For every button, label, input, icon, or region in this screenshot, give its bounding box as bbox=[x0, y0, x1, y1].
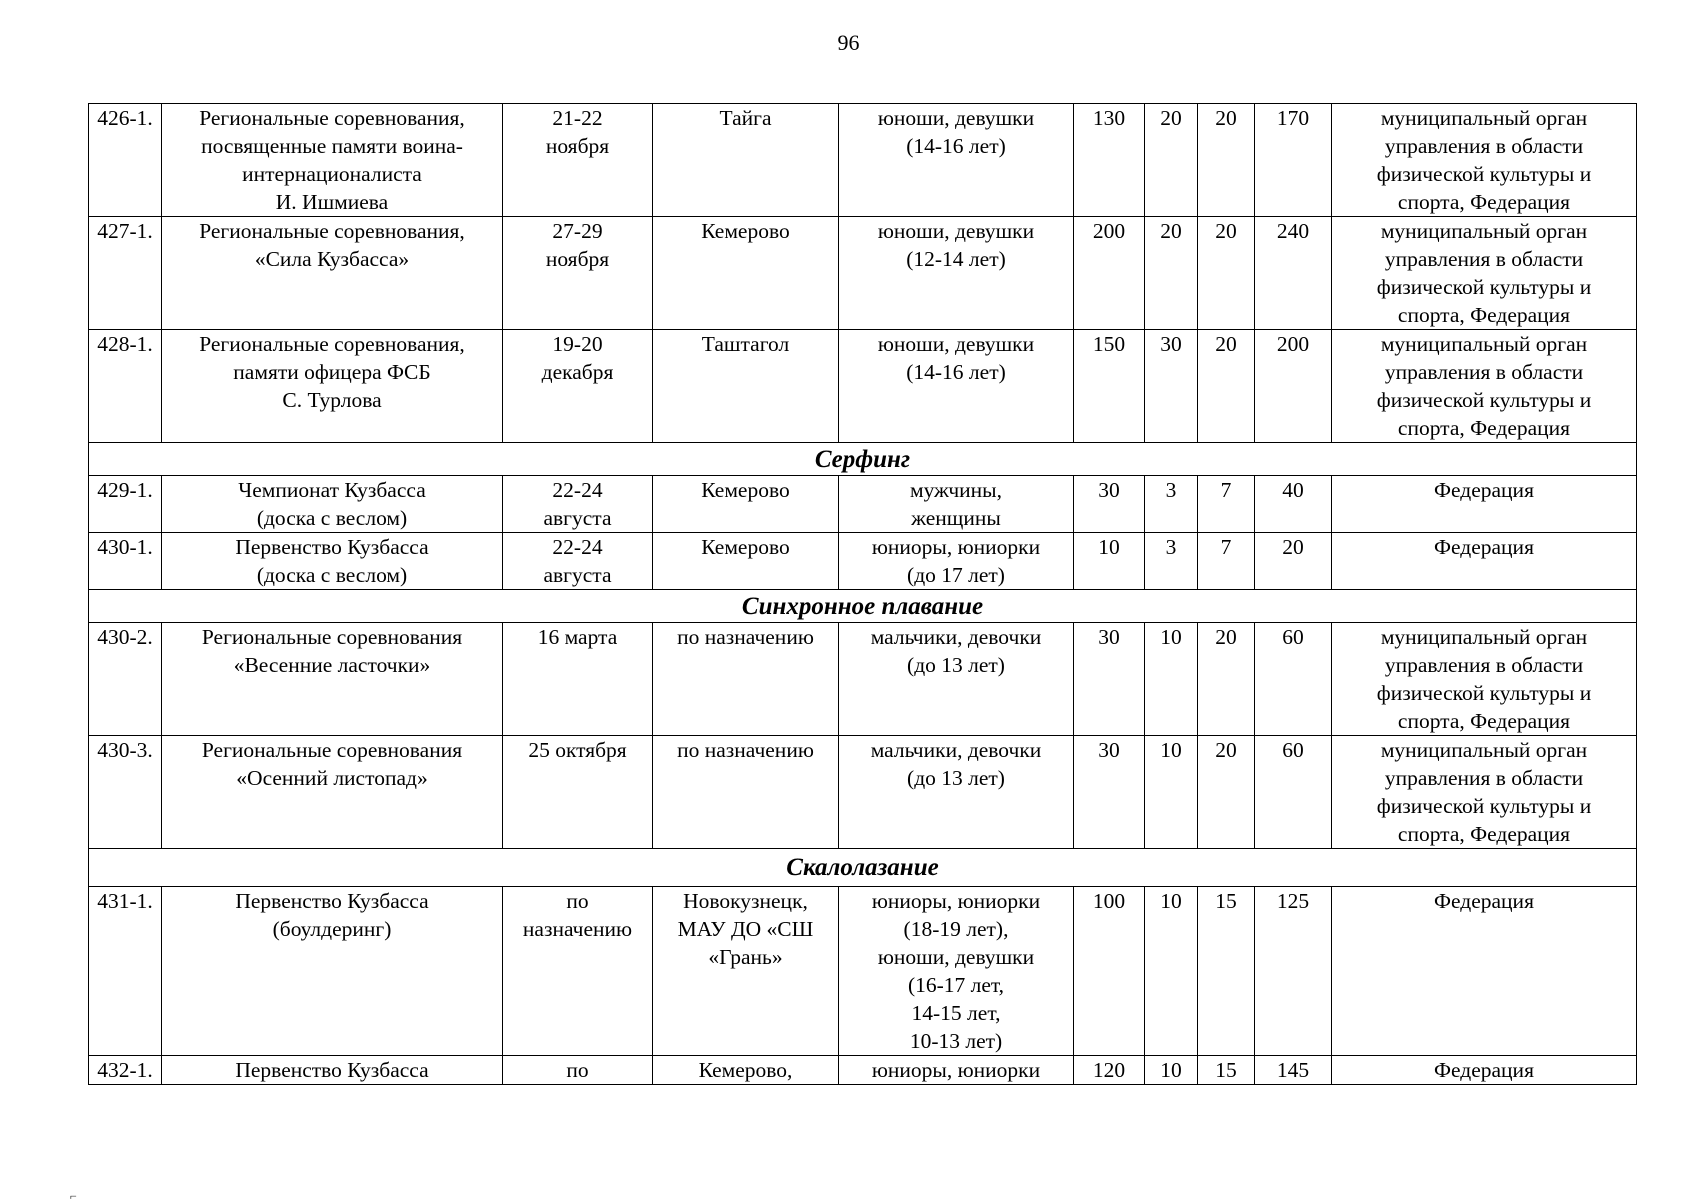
event-dates-cell: по назначению bbox=[503, 887, 653, 1056]
participants-cell: мальчики, девочки (до 13 лет) bbox=[839, 736, 1074, 849]
table-row bbox=[89, 1056, 1637, 1085]
participants-cell: мужчины, женщины bbox=[839, 476, 1074, 533]
participants-count-cell: 120 bbox=[1074, 1056, 1145, 1085]
row-number-cell: 426-1. bbox=[89, 104, 162, 217]
event-name-cell: Региональные соревнования «Осенний листопад» bbox=[162, 736, 503, 849]
participants-cell: юниоры, юниорки (до 17 лет) bbox=[839, 533, 1074, 590]
event-name-cell: Первенство Кузбасса bbox=[162, 1056, 503, 1085]
participants-cell: мальчики, девочки (до 13 лет) bbox=[839, 623, 1074, 736]
coaches-count-cell: 30 bbox=[1145, 330, 1198, 443]
event-place-cell: Кемерово, bbox=[653, 1056, 839, 1085]
event-name-cell: Региональные соревнования, «Сила Кузбасса» bbox=[162, 217, 503, 330]
event-name-cell: Первенство Кузбасса (боулдеринг) bbox=[162, 887, 503, 1056]
event-name-cell: Первенство Кузбасса (доска с веслом) bbox=[162, 533, 503, 590]
event-name-cell: Чемпионат Кузбасса (доска с веслом) bbox=[162, 476, 503, 533]
coaches-count-cell: 10 bbox=[1145, 887, 1198, 1056]
coaches-count-cell: 20 bbox=[1145, 104, 1198, 217]
judges-count-cell: 20 bbox=[1198, 623, 1255, 736]
event-place-cell: Таштагол bbox=[653, 330, 839, 443]
event-place-cell: Кемерово bbox=[653, 217, 839, 330]
total-count-cell: 240 bbox=[1255, 217, 1332, 330]
row-number-cell: 428-1. bbox=[89, 330, 162, 443]
judges-count-cell: 15 bbox=[1198, 1056, 1255, 1085]
judges-count-cell: 15 bbox=[1198, 887, 1255, 1056]
participants-count-cell: 130 bbox=[1074, 104, 1145, 217]
total-count-cell: 40 bbox=[1255, 476, 1332, 533]
event-dates-cell: 21-22 ноября bbox=[503, 104, 653, 217]
participants-count-cell: 30 bbox=[1074, 476, 1145, 533]
total-count-cell: 60 bbox=[1255, 623, 1332, 736]
judges-count-cell: 7 bbox=[1198, 476, 1255, 533]
organizer-cell: муниципальный орган управления в области физической культуры и спорта, Федерация bbox=[1332, 330, 1637, 443]
table-row bbox=[89, 104, 1637, 217]
row-number-cell: 431-1. bbox=[89, 887, 162, 1056]
participants-count-cell: 30 bbox=[1074, 736, 1145, 849]
participants-cell: юноши, девушки (14-16 лет) bbox=[839, 104, 1074, 217]
organizer-cell: Федерация bbox=[1332, 887, 1637, 1056]
event-dates-cell: 25 октября bbox=[503, 736, 653, 849]
total-count-cell: 170 bbox=[1255, 104, 1332, 217]
row-number-cell: 430-1. bbox=[89, 533, 162, 590]
coaches-count-cell: 3 bbox=[1145, 533, 1198, 590]
section-title: Синхронное плавание bbox=[89, 590, 1637, 623]
event-dates-cell: 27-29 ноября bbox=[503, 217, 653, 330]
participants-cell: юниоры, юниорки bbox=[839, 1056, 1074, 1085]
participants-count-cell: 100 bbox=[1074, 887, 1145, 1056]
section-header-row bbox=[89, 849, 1637, 887]
row-number-cell: 430-2. bbox=[89, 623, 162, 736]
event-dates-cell: 22-24 августа bbox=[503, 476, 653, 533]
event-dates-cell: 22-24 августа bbox=[503, 533, 653, 590]
table-row bbox=[89, 623, 1637, 736]
row-number-cell: 429-1. bbox=[89, 476, 162, 533]
coaches-count-cell: 10 bbox=[1145, 1056, 1198, 1085]
event-place-cell: Новокузнецк, МАУ ДО «СШ «Грань» bbox=[653, 887, 839, 1056]
row-number-cell: 427-1. bbox=[89, 217, 162, 330]
row-number-cell: 432-1. bbox=[89, 1056, 162, 1085]
organizer-cell: Федерация bbox=[1332, 476, 1637, 533]
scan-corner-mark: ⌐ bbox=[70, 1189, 77, 1203]
total-count-cell: 200 bbox=[1255, 330, 1332, 443]
total-count-cell: 125 bbox=[1255, 887, 1332, 1056]
organizer-cell: муниципальный орган управления в области физической культуры и спорта, Федерация bbox=[1332, 623, 1637, 736]
judges-count-cell: 20 bbox=[1198, 330, 1255, 443]
event-place-cell: по назначению bbox=[653, 736, 839, 849]
competition-schedule-table bbox=[88, 103, 1637, 1085]
organizer-cell: Федерация bbox=[1332, 1056, 1637, 1085]
participants-count-cell: 200 bbox=[1074, 217, 1145, 330]
event-name-cell: Региональные соревнования «Весенние ласточки» bbox=[162, 623, 503, 736]
coaches-count-cell: 10 bbox=[1145, 736, 1198, 849]
total-count-cell: 20 bbox=[1255, 533, 1332, 590]
coaches-count-cell: 3 bbox=[1145, 476, 1198, 533]
participants-cell: юноши, девушки (14-16 лет) bbox=[839, 330, 1074, 443]
organizer-cell: муниципальный орган управления в области физической культуры и спорта, Федерация bbox=[1332, 736, 1637, 849]
total-count-cell: 145 bbox=[1255, 1056, 1332, 1085]
event-name-cell: Региональные соревнования, памяти офицера ФСБ С. Турлова bbox=[162, 330, 503, 443]
event-place-cell: по назначению bbox=[653, 623, 839, 736]
table-row bbox=[89, 217, 1637, 330]
section-header-row bbox=[89, 443, 1637, 476]
table-row bbox=[89, 476, 1637, 533]
page-number: 96 bbox=[837, 30, 860, 55]
event-place-cell: Кемерово bbox=[653, 533, 839, 590]
event-dates-cell: 16 марта bbox=[503, 623, 653, 736]
participants-count-cell: 150 bbox=[1074, 330, 1145, 443]
judges-count-cell: 20 bbox=[1198, 736, 1255, 849]
judges-count-cell: 20 bbox=[1198, 104, 1255, 217]
section-header-row bbox=[89, 590, 1637, 623]
participants-cell: юноши, девушки (12-14 лет) bbox=[839, 217, 1074, 330]
judges-count-cell: 20 bbox=[1198, 217, 1255, 330]
participants-count-cell: 10 bbox=[1074, 533, 1145, 590]
table-row bbox=[89, 533, 1637, 590]
table-row bbox=[89, 736, 1637, 849]
event-name-cell: Региональные соревнования, посвященные памяти воина- интернационалиста И. Ишмиева bbox=[162, 104, 503, 217]
total-count-cell: 60 bbox=[1255, 736, 1332, 849]
section-title: Скалолазание bbox=[89, 849, 1637, 887]
organizer-cell: муниципальный орган управления в области физической культуры и спорта, Федерация bbox=[1332, 217, 1637, 330]
coaches-count-cell: 10 bbox=[1145, 623, 1198, 736]
event-dates-cell: 19-20 декабря bbox=[503, 330, 653, 443]
event-place-cell: Кемерово bbox=[653, 476, 839, 533]
table-row bbox=[89, 330, 1637, 443]
table-row bbox=[89, 887, 1637, 1056]
organizer-cell: Федерация bbox=[1332, 533, 1637, 590]
section-title: Серфинг bbox=[89, 443, 1637, 476]
participants-count-cell: 30 bbox=[1074, 623, 1145, 736]
coaches-count-cell: 20 bbox=[1145, 217, 1198, 330]
event-place-cell: Тайга bbox=[653, 104, 839, 217]
organizer-cell: муниципальный орган управления в области физической культуры и спорта, Федерация bbox=[1332, 104, 1637, 217]
judges-count-cell: 7 bbox=[1198, 533, 1255, 590]
participants-cell: юниоры, юниорки (18-19 лет), юноши, девушки (16-17 лет, 14-15 лет, 10-13 лет) bbox=[839, 887, 1074, 1056]
event-dates-cell: по bbox=[503, 1056, 653, 1085]
row-number-cell: 430-3. bbox=[89, 736, 162, 849]
